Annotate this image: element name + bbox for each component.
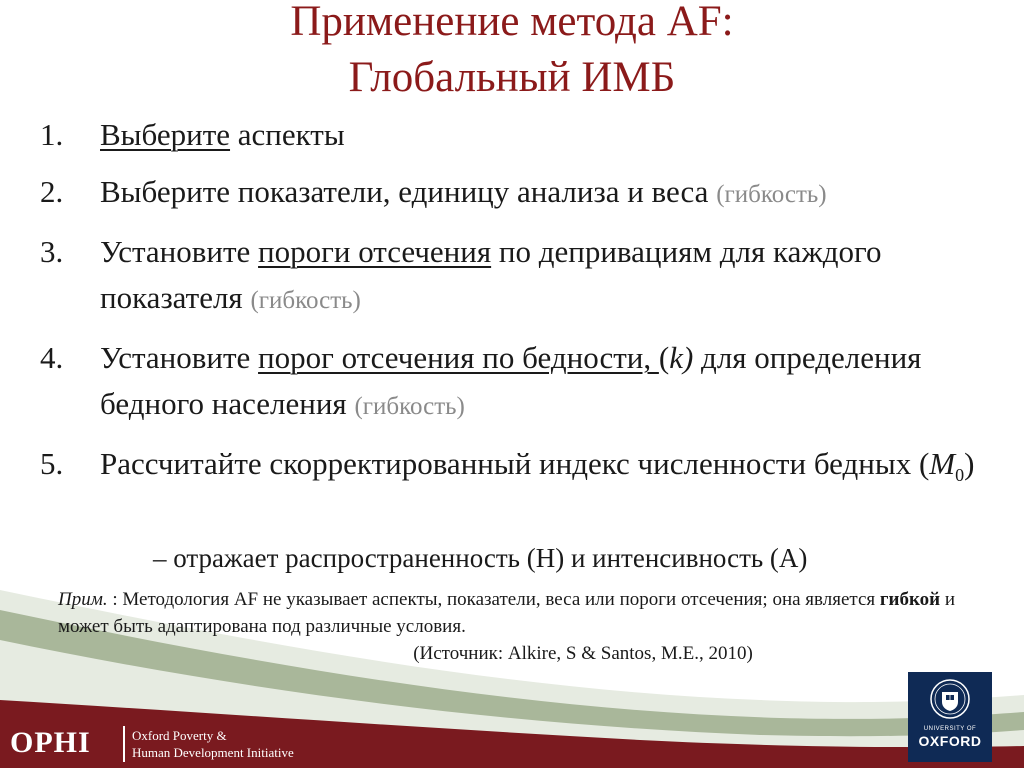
step-text: Рассчитайте скорректированный индекс численности бедных (	[100, 446, 930, 481]
m-variable: M	[929, 446, 956, 481]
step-text: Установите	[100, 340, 259, 375]
title-line-1: Применение метода AF:	[290, 0, 734, 45]
k-variable: k	[669, 340, 683, 375]
oxford-big-text: OXFORD	[918, 733, 982, 749]
ophi-logo: OPHI	[10, 726, 91, 759]
subpoint: – отражает распространенность (H) и интенсивность (A)	[153, 543, 808, 573]
step-underlined: пороги отсечения	[258, 234, 492, 269]
note-text: : Методология AF не указывает аспекты, показатели, веса или пороги отсечения; она является	[107, 589, 880, 610]
ophi-name-line-2: Human Development Initiative	[132, 745, 294, 760]
k-open: (	[658, 340, 670, 375]
step-text: Установите	[100, 234, 259, 269]
oxford-small-text: UNIVERSITY OF	[923, 726, 977, 732]
logo-divider	[123, 726, 125, 762]
step-text: )	[964, 446, 975, 481]
step-underlined: порог отсечения по бедности,	[258, 340, 659, 375]
oxford-crest-icon	[908, 678, 992, 725]
note-label: Прим.	[58, 589, 108, 610]
note-bold: гибкой	[879, 589, 941, 610]
step-number: 5.	[40, 446, 64, 481]
flexibility-note: (гибкость)	[354, 393, 465, 420]
m-subscript: 0	[955, 465, 965, 486]
step-text: по депривациям для каждого показателя	[100, 234, 882, 315]
note	[58, 586, 998, 667]
k-close: )	[682, 340, 694, 375]
step-underlined: Выберите	[100, 117, 231, 152]
step-text: аспекты	[230, 117, 345, 152]
note-text: и может быть адаптирована под различные условия.	[58, 589, 956, 637]
ophi-name	[132, 727, 294, 761]
ophi-name-line-1: Oxford Poverty &	[132, 728, 227, 743]
flexibility-note: (гибкость)	[716, 181, 827, 208]
step-number: 4.	[40, 340, 64, 375]
oxford-logo	[908, 672, 992, 762]
step-text: для определения бедного населения	[100, 340, 922, 421]
title-line-2: Глобальный ИМБ	[348, 54, 676, 101]
step-number: 2.	[40, 174, 64, 209]
step-number: 1.	[40, 117, 64, 152]
source-citation: (Источник: Alkire, S & Santos, M.E., 2010)	[413, 643, 753, 664]
step-text: Выберите показатели, единицу анализа и веса	[100, 174, 717, 209]
step-number: 3.	[40, 234, 64, 269]
flexibility-note: (гибкость)	[250, 287, 361, 314]
